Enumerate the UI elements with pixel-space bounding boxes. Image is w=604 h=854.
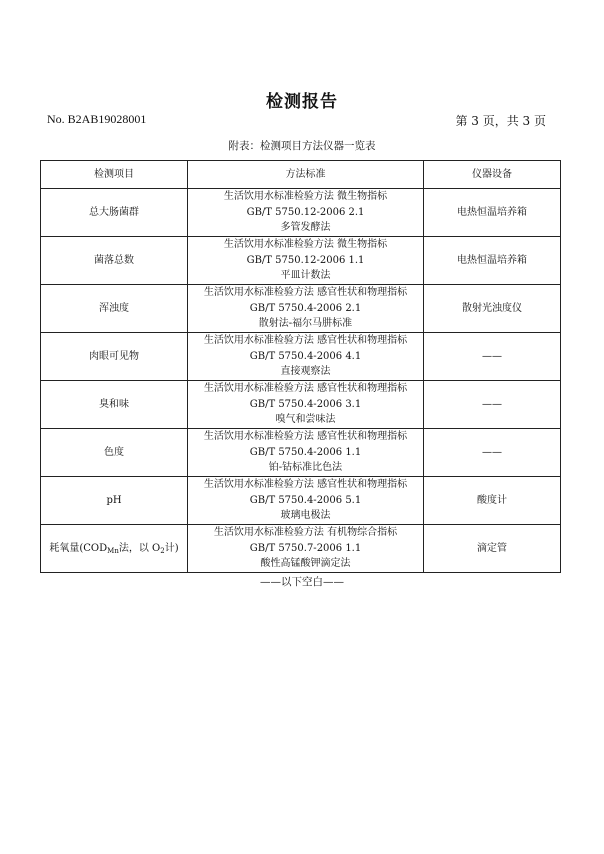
method-cell bbox=[188, 429, 424, 477]
method-cell bbox=[188, 237, 424, 285]
method-line: 生活饮用水标准检验方法 微生物指标 bbox=[223, 191, 388, 203]
item-text-part: 耗氧量(COD bbox=[49, 542, 108, 554]
instrument-cell: —— bbox=[424, 333, 561, 381]
header-method: 方法标准 bbox=[188, 161, 424, 189]
report-title: 检测报告 bbox=[266, 92, 338, 112]
table-header-row bbox=[41, 161, 561, 189]
method-line: 直接观察法 bbox=[280, 366, 331, 378]
method-cell bbox=[188, 333, 424, 381]
item-cell: 总大肠菌群 bbox=[41, 189, 188, 237]
table-body bbox=[41, 189, 561, 573]
method-cell bbox=[188, 525, 424, 573]
method-cell bbox=[188, 285, 424, 333]
method-line: 铂-钴标准比色法 bbox=[268, 462, 343, 474]
instrument-cell: —— bbox=[424, 381, 561, 429]
method-line: 生活饮用水标准检验方法 感官性状和物理指标 bbox=[203, 431, 408, 443]
method-line: GB/T 5750.4-2006 2.1 bbox=[249, 302, 362, 314]
item-text-part: 计) bbox=[164, 542, 179, 554]
instrument-cell: 电热恒温培养箱 bbox=[424, 189, 561, 237]
method-line: 玻璃电极法 bbox=[280, 510, 331, 522]
table-row bbox=[41, 285, 561, 333]
table-row bbox=[41, 189, 561, 237]
report-number: No. B2AB19028001 bbox=[47, 112, 147, 126]
table-row bbox=[41, 381, 561, 429]
table-row bbox=[41, 333, 561, 381]
method-line: 生活饮用水标准检验方法 有机物综合指标 bbox=[213, 527, 398, 539]
table-row bbox=[41, 477, 561, 525]
instrument-cell: 滴定管 bbox=[424, 525, 561, 573]
item-cell: 浑浊度 bbox=[41, 285, 188, 333]
instrument-cell: 电热恒温培养箱 bbox=[424, 237, 561, 285]
item-text-part: 法，以 O bbox=[118, 542, 161, 554]
method-cell bbox=[188, 477, 424, 525]
table-caption: 附表：检测项目方法仪器一览表 bbox=[228, 140, 376, 152]
method-line: GB/T 5750.4-2006 3.1 bbox=[249, 398, 362, 410]
instrument-cell: 酸度计 bbox=[424, 477, 561, 525]
item-cell: 色度 bbox=[41, 429, 188, 477]
method-cell bbox=[188, 189, 424, 237]
method-line: GB/T 5750.4-2006 5.1 bbox=[249, 494, 362, 506]
method-line: 平皿计数法 bbox=[280, 270, 331, 282]
instrument-cell: —— bbox=[424, 429, 561, 477]
method-line: 生活饮用水标准检验方法 感官性状和物理指标 bbox=[203, 479, 408, 491]
end-note: ——以下空白—— bbox=[260, 576, 344, 588]
method-line: GB/T 5750.4-2006 4.1 bbox=[249, 350, 362, 362]
header-instrument: 仪器设备 bbox=[424, 161, 561, 189]
method-line: GB/T 5750.12-2006 2.1 bbox=[246, 206, 365, 218]
method-line: 酸性高锰酸钾滴定法 bbox=[260, 558, 351, 570]
item-cell: pH bbox=[41, 477, 188, 525]
method-cell bbox=[188, 381, 424, 429]
table-row bbox=[41, 429, 561, 477]
method-line: 嗅气和尝味法 bbox=[275, 414, 336, 426]
table-row bbox=[41, 525, 561, 573]
method-line: 多管发酵法 bbox=[280, 222, 331, 234]
item-cell bbox=[41, 525, 188, 573]
method-line: GB/T 5750.4-2006 1.1 bbox=[249, 446, 362, 458]
page-info: 第 3 页，共 3 页 bbox=[455, 114, 546, 128]
method-line: GB/T 5750.7-2006 1.1 bbox=[249, 542, 362, 554]
item-cell: 臭和味 bbox=[41, 381, 188, 429]
method-line: 散射法-福尔马肼标准 bbox=[258, 318, 353, 330]
item-text-part: 2 bbox=[160, 546, 165, 555]
method-line: GB/T 5750.12-2006 1.1 bbox=[246, 254, 365, 266]
method-line: 生活饮用水标准检验方法 微生物指标 bbox=[223, 239, 388, 251]
methods-table bbox=[40, 160, 561, 573]
method-line: 生活饮用水标准检验方法 感官性状和物理指标 bbox=[203, 335, 408, 347]
item-cell: 菌落总数 bbox=[41, 237, 188, 285]
item-cell: 肉眼可见物 bbox=[41, 333, 188, 381]
method-line: 生活饮用水标准检验方法 感官性状和物理指标 bbox=[203, 383, 408, 395]
instrument-cell: 散射光浊度仪 bbox=[424, 285, 561, 333]
table-row bbox=[41, 237, 561, 285]
header-item: 检测项目 bbox=[41, 161, 188, 189]
item-text-part: Mn bbox=[107, 546, 119, 555]
method-line: 生活饮用水标准检验方法 感官性状和物理指标 bbox=[203, 287, 408, 299]
